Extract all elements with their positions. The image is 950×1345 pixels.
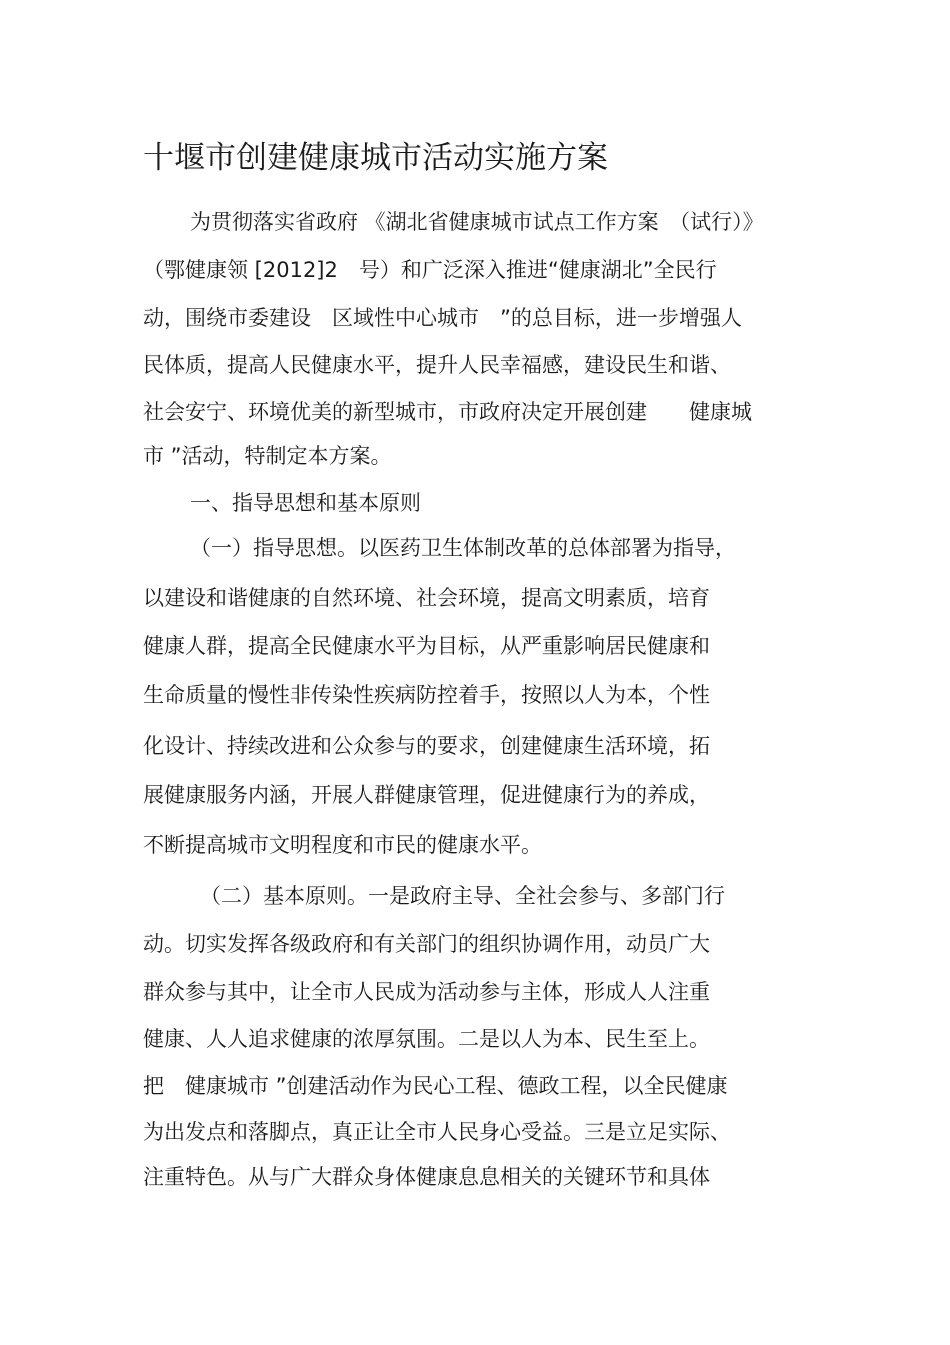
body-line-7: （一）指导思想。以医药卫生体制改革的总体部署为指导，	[190, 536, 736, 560]
body-line-9: 健康人群，提高全民健康水平为目标，从严重影响居民健康和	[143, 634, 710, 658]
body-line-17: 健康、人人追求健康的浓厚氛围。二是以人为本、民生至上。	[143, 1027, 710, 1051]
section-heading-1: 一、指导思想和基本原则	[190, 491, 421, 515]
body-line-1: 为贯彻落实省政府 《湖北省健康城市试点工作方案 （试行）》	[190, 210, 764, 234]
body-line-15: 动。切实发挥各级政府和有关部门的组织协调作用，动员广大	[143, 932, 710, 956]
body-line-16: 群众参与其中，让全市人民成为活动参与主体，形成人人注重	[143, 980, 710, 1004]
body-line-2: （鄂健康领 [2012]2 号）和广泛深入推进“健康湖北”全民行	[143, 258, 717, 282]
body-line-19: 为出发点和落脚点，真正让全市人民身心受益。三是立足实际、	[143, 1120, 731, 1144]
body-line-6: 市 ”活动，特制定本方案。	[143, 444, 392, 468]
body-line-5: 社会安宁、环境优美的新型城市，市政府决定开展创建 健康城	[143, 400, 752, 424]
body-line-10: 生命质量的慢性非传染性疾病防控着手，按照以人为本，个性	[143, 683, 710, 707]
body-line-8: 以建设和谐健康的自然环境、社会环境，提高文明素质，培育	[143, 586, 710, 610]
body-line-11: 化设计、持续改进和公众参与的要求，创建健康生活环境，拓	[143, 734, 710, 758]
body-line-3: 动，围绕市委建设 区域性中心城市 ”的总目标，进一步增强人	[143, 306, 742, 330]
body-line-18: 把 健康城市 ”创建活动作为民心工程、德政工程，以全民健康	[143, 1074, 728, 1098]
body-line-4: 民体质，提高人民健康水平，提升人民幸福感，建设民生和谐、	[143, 353, 731, 377]
document-title: 十堰市创建健康城市活动实施方案	[143, 140, 608, 176]
body-line-13: 不断提高城市文明程度和市民的健康水平。	[143, 833, 542, 857]
body-line-14: （二）基本原则。一是政府主导、全社会参与、多部门行	[200, 884, 725, 908]
body-line-20: 注重特色。从与广大群众身体健康息息相关的关键环节和具体	[143, 1165, 710, 1189]
body-line-12: 展健康服务内涵，开展人群健康管理，促进健康行为的养成，	[143, 783, 710, 807]
